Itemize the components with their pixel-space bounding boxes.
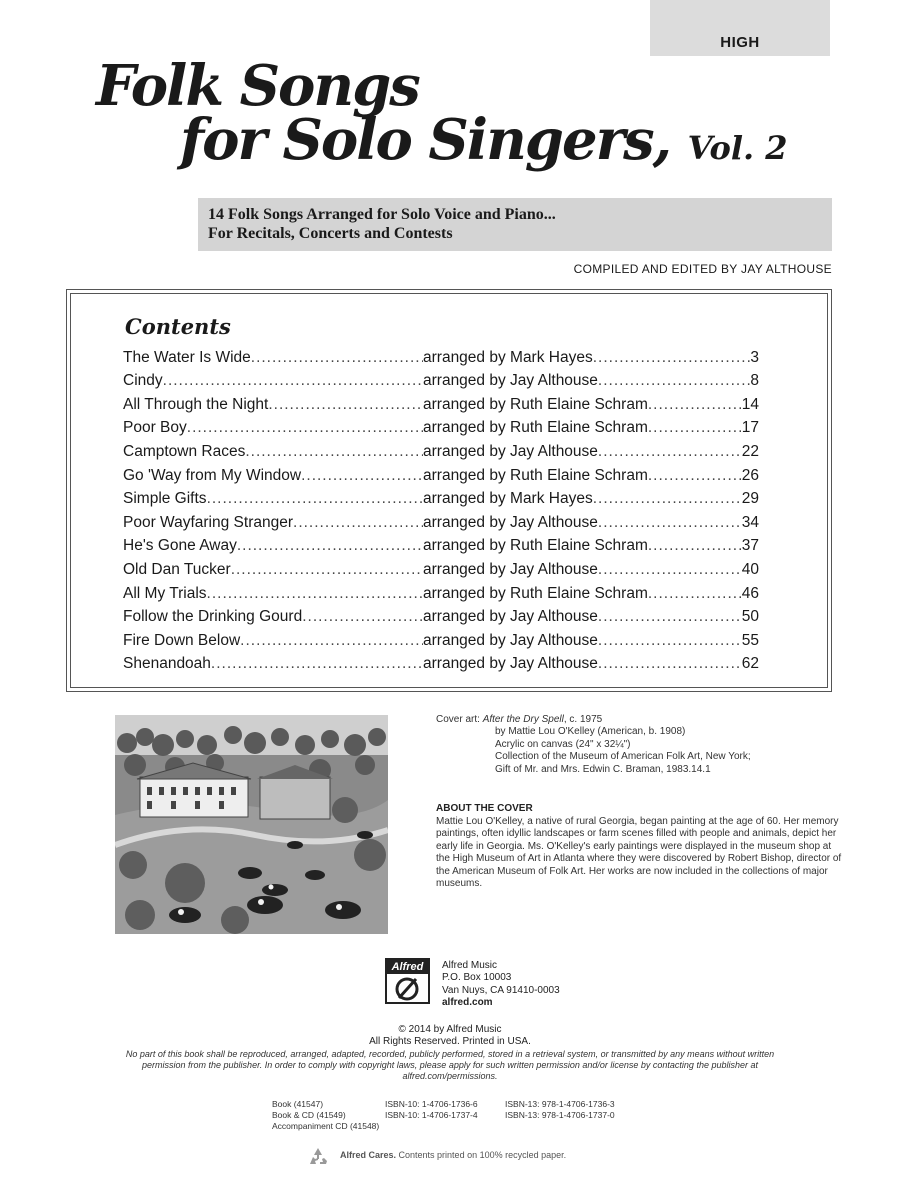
toc-arranger-column xyxy=(423,490,759,508)
toc-arranger: arranged by Jay Althouse xyxy=(423,442,598,460)
about-heading: ABOUT THE COVER xyxy=(436,803,533,814)
toc-arranger: arranged by Ruth Elaine Schram xyxy=(423,395,648,413)
toc-page-number: 3 xyxy=(750,348,759,366)
toc-arranger: arranged by Jay Althouse xyxy=(423,513,598,531)
about-text: Mattie Lou O'Kelley, a native of rural Georgia, began painting at the age of 60. Her memory paintings, often idyllic landscapes or farm scenes filled with people and animals, depict her early life in Georgia. Ms. O'Kelley's early paintings were displayed in the museum shop at the High Museum of Art in Atlanta where they were discovered by Robert Bishop, director of the American Museum of Folk Art. Her works are now included in the collections of major museums. xyxy=(436,816,842,890)
toc-row[interactable] xyxy=(123,437,759,461)
toc-page-number: 8 xyxy=(750,372,759,390)
toc-leader xyxy=(293,514,423,532)
toc-page-number: 26 xyxy=(741,466,759,484)
toc-page-number: 55 xyxy=(741,631,759,649)
volume-label: Vol. 2 xyxy=(687,129,788,167)
alfred-logo-text: Alfred xyxy=(387,960,428,974)
toc-arranger: arranged by Jay Althouse xyxy=(423,560,598,578)
toc-leader xyxy=(245,443,423,461)
copyright-line-1: © 2014 by Alfred Music xyxy=(398,1024,502,1035)
toc-title-column xyxy=(123,585,423,603)
toc-leader xyxy=(593,349,751,367)
publisher-city: Van Nuys, CA 91410-0003 xyxy=(442,984,560,996)
toc-leader xyxy=(598,443,742,461)
toc-song-title: Cindy xyxy=(123,372,163,390)
toc-title-column xyxy=(123,443,423,461)
toc-arranger-column xyxy=(423,396,759,414)
alfred-cares-bold: Alfred Cares. xyxy=(340,1150,397,1160)
toc-title-column xyxy=(123,396,423,414)
title-line-1: Folk Songs xyxy=(96,53,419,119)
toc-title-column xyxy=(123,537,423,555)
toc-arranger: arranged by Ruth Elaine Schram xyxy=(423,537,648,555)
toc-title-column xyxy=(123,514,423,532)
toc-page-number: 40 xyxy=(741,560,759,578)
publisher-website[interactable] xyxy=(442,997,560,1009)
toc-title-column xyxy=(123,467,423,485)
toc-leader xyxy=(598,514,742,532)
toc-leader xyxy=(251,349,423,367)
toc-song-title: Fire Down Below xyxy=(123,631,241,649)
alfred-logo xyxy=(385,958,430,1004)
toc-arranger-column xyxy=(423,419,759,437)
toc-title-column xyxy=(123,349,423,367)
toc-leader xyxy=(598,655,742,673)
alfred-cares xyxy=(340,1150,566,1160)
toc-arranger: arranged by Mark Hayes xyxy=(423,490,593,508)
toc-arranger: arranged by Jay Althouse xyxy=(423,655,598,673)
toc-title-column xyxy=(123,655,423,673)
toc-page-number: 46 xyxy=(741,584,759,602)
toc-arranger-column xyxy=(423,443,759,461)
painting-gift: Gift of Mr. and Mrs. Edwin C. Braman, 1983.14.1 xyxy=(495,763,711,775)
toc-arranger-column xyxy=(423,514,759,532)
isbn-product: Accompaniment CD (41548) xyxy=(272,1121,380,1131)
compiled-by: COMPILED AND EDITED BY JAY ALTHOUSE xyxy=(573,262,832,276)
subtitle-box xyxy=(198,198,832,251)
voice-tab xyxy=(650,0,830,56)
isbn-product: Book (41547) xyxy=(272,1099,324,1109)
contents-frame xyxy=(66,289,832,692)
toc-row[interactable] xyxy=(123,532,759,556)
toc-row[interactable] xyxy=(123,650,759,674)
title-line-2-text: for Solo Singers, xyxy=(180,107,671,173)
copyright-line-2: All Rights Reserved. Printed in USA. xyxy=(369,1036,531,1047)
isbn-10-list xyxy=(385,1099,478,1121)
toc-song-title: He's Gone Away xyxy=(123,537,237,555)
isbn-13-list xyxy=(505,1099,615,1121)
isbn-13: ISBN-13: 978-1-4706-1737-0 xyxy=(505,1110,615,1120)
toc-row[interactable] xyxy=(123,603,759,627)
toc-title-column xyxy=(123,372,423,390)
publisher-po-box: P.O. Box 10003 xyxy=(442,972,512,984)
toc-arranger: arranged by Ruth Elaine Schram xyxy=(423,466,648,484)
toc-page-number: 29 xyxy=(741,490,759,508)
toc-arranger-column xyxy=(423,372,759,390)
toc-song-title: Poor Boy xyxy=(123,419,187,437)
toc-leader xyxy=(207,585,423,603)
subtitle-line-2: For Recitals, Concerts and Contests xyxy=(208,225,453,242)
contents-heading: Contents xyxy=(125,314,231,339)
toc-page-number: 14 xyxy=(741,395,759,413)
toc-leader xyxy=(163,372,423,390)
toc-arranger-column xyxy=(423,349,759,367)
cover-art-label: Cover art: xyxy=(436,714,480,725)
toc-leader xyxy=(240,632,423,650)
toc-song-title: All Through the Night xyxy=(123,395,269,413)
toc-arranger-column xyxy=(423,467,759,485)
toc-leader xyxy=(648,419,742,437)
alfred-cares-text: Contents printed on 100% recycled paper. xyxy=(396,1150,567,1160)
recycle-icon xyxy=(307,1146,329,1168)
toc-arranger-column xyxy=(423,655,759,673)
toc-leader xyxy=(598,561,742,579)
toc-leader xyxy=(211,655,423,673)
toc-song-title: Camptown Races xyxy=(123,442,246,460)
cover-painting xyxy=(115,715,388,934)
painting-collection: Collection of the Museum of American Folk Art, New York; xyxy=(495,751,751,763)
toc-row[interactable] xyxy=(123,461,759,485)
toc-row[interactable] xyxy=(123,579,759,603)
toc-arranger-column xyxy=(423,608,759,626)
toc-song-title: Follow the Drinking Gourd xyxy=(123,608,303,626)
painting-medium: Acrylic on canvas (24" x 32¼") xyxy=(495,738,631,750)
toc-arranger-column xyxy=(423,632,759,650)
toc-row[interactable] xyxy=(123,555,759,579)
toc-title-column xyxy=(123,419,423,437)
toc-song-title: Old Dan Tucker xyxy=(123,560,231,578)
toc-leader xyxy=(268,396,423,414)
toc-row[interactable] xyxy=(123,390,759,414)
toc-leader xyxy=(207,490,423,508)
toc-song-title: Shenandoah xyxy=(123,655,211,673)
painting-date: , c. 1975 xyxy=(563,714,603,725)
toc-leader xyxy=(301,467,423,485)
toc-row[interactable] xyxy=(123,343,759,367)
painting-artist: by Mattie Lou O'Kelley (American, b. 1908) xyxy=(495,726,686,738)
toc-leader xyxy=(237,537,423,555)
toc-leader xyxy=(302,608,423,626)
toc-page-number: 34 xyxy=(741,513,759,531)
publisher-name: Alfred Music xyxy=(442,960,498,971)
toc-leader xyxy=(598,372,750,390)
toc-leader xyxy=(648,585,742,603)
publisher-website-text: alfred.com xyxy=(442,997,493,1009)
isbn-10: ISBN-10: 1-4706-1736-6 xyxy=(385,1099,478,1109)
toc-arranger-column xyxy=(423,561,759,579)
toc-row[interactable] xyxy=(123,626,759,650)
isbn-10: ISBN-10: 1-4706-1737-4 xyxy=(385,1110,478,1120)
toc-title-column xyxy=(123,490,423,508)
toc-leader xyxy=(187,419,423,437)
toc-page-number: 37 xyxy=(741,537,759,555)
contents-inner-border xyxy=(70,293,828,688)
subtitle-line-1: 14 Folk Songs Arranged for Solo Voice and Piano... xyxy=(208,206,556,223)
toc-arranger-column xyxy=(423,537,759,555)
toc-song-title: Go 'Way from My Window xyxy=(123,466,302,484)
toc-title-column xyxy=(123,561,423,579)
cover-art-title-line xyxy=(436,714,836,726)
cover-art-credits xyxy=(436,714,836,776)
toc-leader xyxy=(648,537,742,555)
toc-page-number: 50 xyxy=(741,608,759,626)
voice-tab-label: HIGH xyxy=(720,34,760,51)
publisher-address xyxy=(442,960,560,1010)
music-note-icon xyxy=(387,974,428,1002)
toc-arranger: arranged by Mark Hayes xyxy=(423,348,593,366)
toc-leader xyxy=(648,467,742,485)
toc-leader xyxy=(598,608,742,626)
toc-leader xyxy=(593,490,742,508)
toc-song-title: Simple Gifts xyxy=(123,490,207,508)
toc-page-number: 22 xyxy=(741,442,759,460)
isbn-13: ISBN-13: 978-1-4706-1736-3 xyxy=(505,1099,615,1109)
toc-page-number: 62 xyxy=(741,655,759,673)
toc-arranger: arranged by Ruth Elaine Schram xyxy=(423,584,648,602)
toc-title-column xyxy=(123,632,423,650)
toc-row[interactable] xyxy=(123,367,759,391)
legal-notice: No part of this book shall be reproduced, arranged, adapted, recorded, publicly performed, stored in a retrieval system, or transmitted by any means without written permission from the publisher. In order to comply with copyright laws, please apply for such written permission and/or license by contacting the publisher at alfred.com/permissions. xyxy=(125,1049,775,1081)
painting-title: After the Dry Spell xyxy=(482,714,564,725)
toc-row[interactable] xyxy=(123,508,759,532)
toc-list xyxy=(123,343,759,673)
toc-row[interactable] xyxy=(123,485,759,509)
toc-arranger: arranged by Ruth Elaine Schram xyxy=(423,419,648,437)
toc-song-title: The Water Is Wide xyxy=(123,348,251,366)
isbn-product: Book & CD (41549) xyxy=(272,1110,346,1120)
toc-arranger-column xyxy=(423,585,759,603)
toc-leader xyxy=(598,632,742,650)
toc-song-title: Poor Wayfaring Stranger xyxy=(123,513,294,531)
toc-row[interactable] xyxy=(123,414,759,438)
toc-page-number: 17 xyxy=(741,419,759,437)
toc-leader xyxy=(231,561,423,579)
title-line-2 xyxy=(180,107,788,173)
isbn-products xyxy=(272,1099,379,1132)
toc-arranger: arranged by Jay Althouse xyxy=(423,608,598,626)
toc-leader xyxy=(648,396,742,414)
toc-arranger: arranged by Jay Althouse xyxy=(423,631,598,649)
toc-song-title: All My Trials xyxy=(123,584,207,602)
copyright-block xyxy=(0,1024,900,1048)
toc-title-column xyxy=(123,608,423,626)
toc-arranger: arranged by Jay Althouse xyxy=(423,372,598,390)
